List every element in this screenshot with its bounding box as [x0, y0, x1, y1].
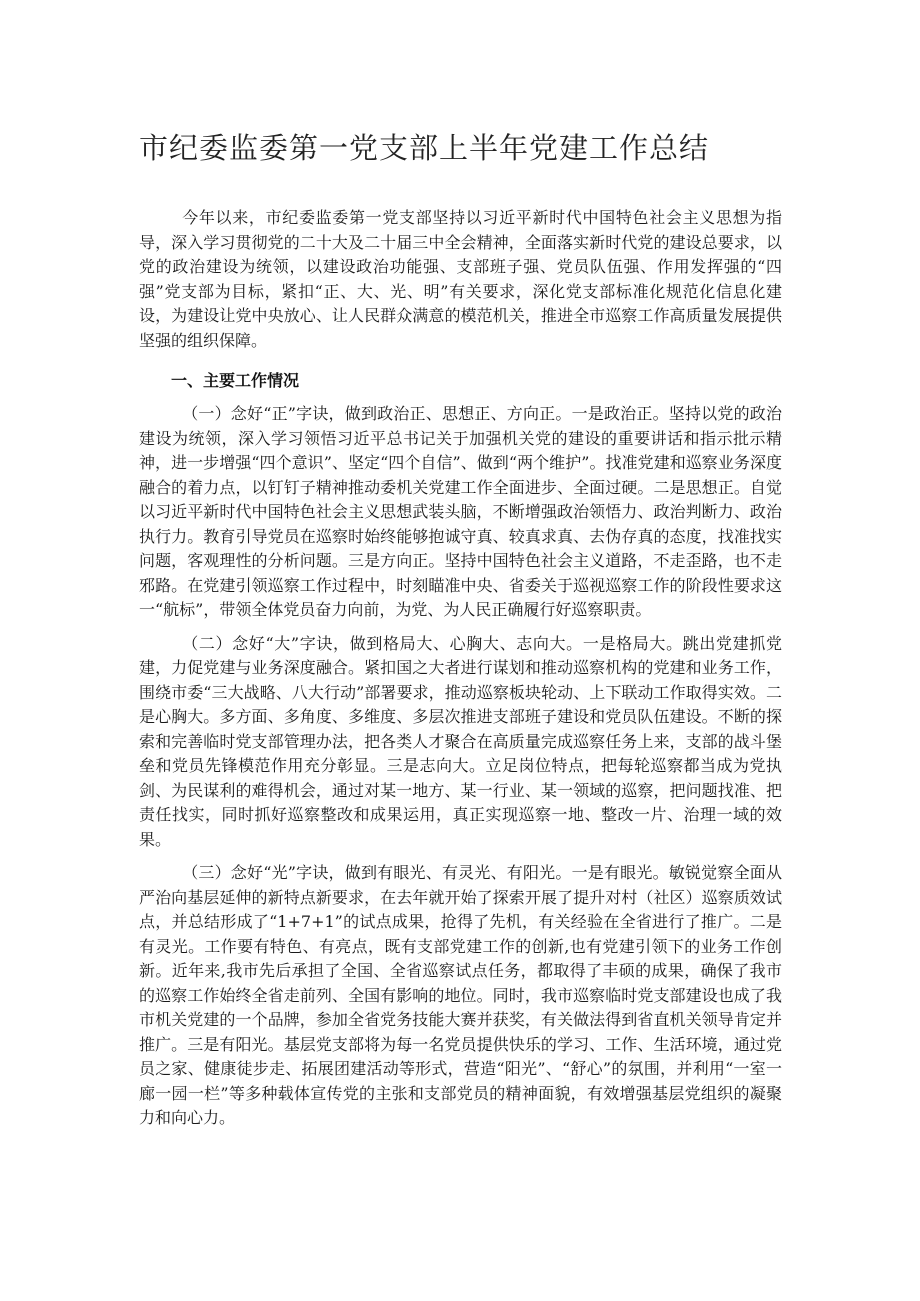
- document-body: [139, 206, 782, 1131]
- work-item-paragraph: （二）念好“大”字诀，做到格局大、心胸大、志向大。一是格局大。跳出党建抓党建，力促党建与业务深度融合。紧扣国之大者进行谋划和推动巡察机构的党建和业务工作，围绕市委“三大战略、八大行动”部署要求，推动巡察板块轮动、上下联动工作取得实效。二是心胸大。多方面、多角度、多维度、多层次推进支部班子建设和党员队伍建设。不断的探索和完善临时党支部管理办法，把各类人才聚合在高质量完成巡察任务上来，支部的战斗堡垒和党员先锋模范作用充分彰显。三是志向大。立足岗位特点，把每轮巡察都当成为党执剑、为民谋利的难得机会，通过对某一地方、某一行业、某一领域的巡察，把问题找准、把责任找实，同时抓好巡察整改和成果运用，真正实现巡察一地、整改一片、治理一域的效果。: [139, 633, 782, 849]
- work-item-paragraph: （一）念好“正”字诀，做到政治正、思想正、方向正。一是政治正。坚持以党的政治建设为统领，深入学习领悟习近平总书记关于加强机关党的建设的重要讲话和指示批示精神，进一步增强“四个意识”、坚定“四个自信”、做到“两个维护”。找准党建和巡察业务深度融合的着力点，以钉钉子精神推动委机关党建工作全面进步、全面过硬。二是思想正。自觉以习近平新时代中国特色社会主义思想武装头脑，不断增强政治领悟力、政治判断力、政治执行力。教育引导党员在巡察时始终能够抱诚守真、较真求真、去伪存真的态度，找准找实问题，客观理性的分析问题。三是方向正。坚持中国特色社会主义道路，不走歪路，也不走邪路。在党建引领巡察工作过程中，时刻瞄准中央、省委关于巡视巡察工作的阶段性要求这一“航标”，带领全体党员奋力向前，为党、为人民正确履行好巡察职责。: [139, 404, 782, 619]
- intro-paragraph: 今年以来，市纪委监委第一党支部坚持以习近平新时代中国特色社会主义思想为指导，深入学习贯彻党的二十大及二十届三中全会精神，全面落实新时代党的建设总要求，以党的政治建设为统领，以建设政治功能强、支部班子强、党员队伍强、作用发挥强的“四强”党支部为目标，紧扣“正、大、光、明”有关要求，深化党支部标准化规范化信息化建设，为建设让党中央放心、让人民群众满意的模范机关，推进全市巡察工作高质量发展提供坚强的组织保障。: [139, 208, 782, 350]
- work-item-paragraph: （三）念好“光”字诀，做到有眼光、有灵光、有阳光。一是有眼光。敏锐觉察全面从严治向基层延伸的新特点新要求，在去年就开始了探索开展了提升对村（社区）巡察质效试点，并总结形成了“1+7+1”的试点成果，抢得了先机，有关经验在全省进行了推广。二是有灵光。工作要有特色、有亮点，既有支部党建工作的创新,也有党建引领下的业务工作创新。近年来,我市先后承担了全国、全省巡察试点任务，都取得了丰硕的成果，确保了我市的巡察工作始终全省走前列、全国有影响的地位。同时，我市巡察临时党支部建设也成了我市机关党建的一个品牌，参加全省党务技能大赛并获奖，有关做法得到省直机关领导肯定并推广。三是有阳光。基层党支部将为每一名党员提供快乐的学习、工作、生活环境，通过党员之家、健康徒步走、拓展团建活动等形式，营造“阳光”、“舒心”的氛围，并利用“一室一廊一园一栏”等多种载体宣传党的主张和支部党员的精神面貌，有效增强基层党组织的凝聚力和向心力。: [139, 863, 782, 1127]
- section-heading: 一、主要工作情况: [171, 371, 300, 390]
- document-title: 市纪委监委第一党支部上半年党建工作总结: [139, 131, 710, 165]
